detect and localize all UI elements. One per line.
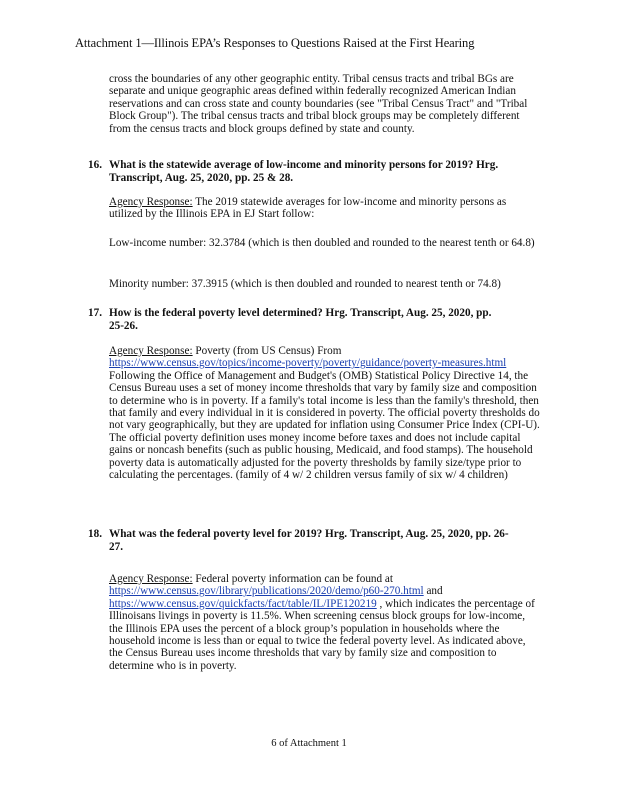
census-quickfacts-link[interactable]: https://www.census.gov/quickfacts/fact/table/IL/IPE120219 [109,597,377,610]
question-text-line2: 25-26. [109,320,138,332]
question-number: 18. [88,528,102,540]
response-body: , which indicates the percentage of Illinoisans livings in poverty is 11.5%. When screening census block groups for low-income, the Illinois EPA uses the percent of a block group’s population in households where the household income is less than or equal to twice the federal poverty level. As indicated above, the Census Bureau uses income thresholds that vary by family size and composition to determine who is in poverty. [109,597,535,672]
agency-response-label: Agency Response: [109,345,193,357]
response-intro: Poverty (from US Census) From [192,345,342,357]
response-body: Following the Office of Management and Budget's (OMB) Statistical Policy Directive 14, the Census Bureau uses a set of money income thresholds that vary by family size and composition to determine who is in poverty. If a family's total income is less than the family's threshold, then that family and every individual in it is considered in poverty. The official poverty thresholds do not vary geographically, but they are updated for inflation using Consumer Price Index (CPI-U). The official poverty definition uses money income before taxes and does not include capital gains or noncash benefits (such as public housing, Medicaid, and food stamps). The household poverty data is automatically adjusted for the poverty thresholds by family size/type prior to calculating the percentages. (family of 4 w/ 2 children versus family of six w/ 4 children) [109,369,540,482]
question-text-line1: What is the statewide average of low-income and minority persons for 2019? Hrg. [109,159,499,171]
intro-paragraph: cross the boundaries of any other geographic entity. Tribal census tracts and tribal BGs are separate and unique geographic areas defined within federally recognized American Indian reservations and can cross state and county boundaries (see "Tribal Census Tract" and "Tribal Block Group"). The tribal census tracts and tribal block groups may be completely different from the census tracts and block groups defined by state and county. [109,73,528,135]
census-poverty-measures-link[interactable]: https://www.census.gov/topics/income-poverty/poverty/guidance/poverty-measures.html [109,357,507,370]
question-number: 16. [88,159,102,171]
q16-low-income: Low-income number: 32.3784 (which is then doubled and rounded to the nearest tenth or 64.8) [109,237,535,249]
q16-response [109,196,541,221]
question-text-line2: 27. [109,541,123,553]
agency-response-label: Agency Response: [109,573,193,585]
question-16 [88,159,548,185]
q18-response [109,573,541,672]
and-text: and [423,585,443,598]
q16-minority: Minority number: 37.3915 (which is then doubled and rounded to nearest tenth or 74.8) [109,278,501,290]
question-text-line1: What was the federal poverty level for 2019? Hrg. Transcript, Aug. 25, 2020, pp. 26- [109,528,509,540]
question-18 [88,528,548,554]
q17-response [109,345,541,481]
page-header: Attachment 1—Illinois EPA’s Responses to Questions Raised at the First Hearing [75,36,475,50]
question-text-line2: Transcript, Aug. 25, 2020, pp. 25 & 28. [109,172,294,184]
question-number: 17. [88,307,102,319]
response-intro: Federal poverty information can be found at [192,573,393,585]
question-17 [88,307,548,333]
census-p60-270-link[interactable]: https://www.census.gov/library/publications/2020/demo/p60-270.html [109,585,424,598]
question-text-line1: How is the federal poverty level determined? Hrg. Transcript, Aug. 25, 2020, pp. [109,307,492,319]
agency-response-label: Agency Response: [109,196,193,208]
page-footer: 6 of Attachment 1 [271,738,347,749]
response-text: The 2019 statewide averages for low-income and minority persons as utilized by the Illinois EPA in EJ Start follow: [109,196,507,221]
